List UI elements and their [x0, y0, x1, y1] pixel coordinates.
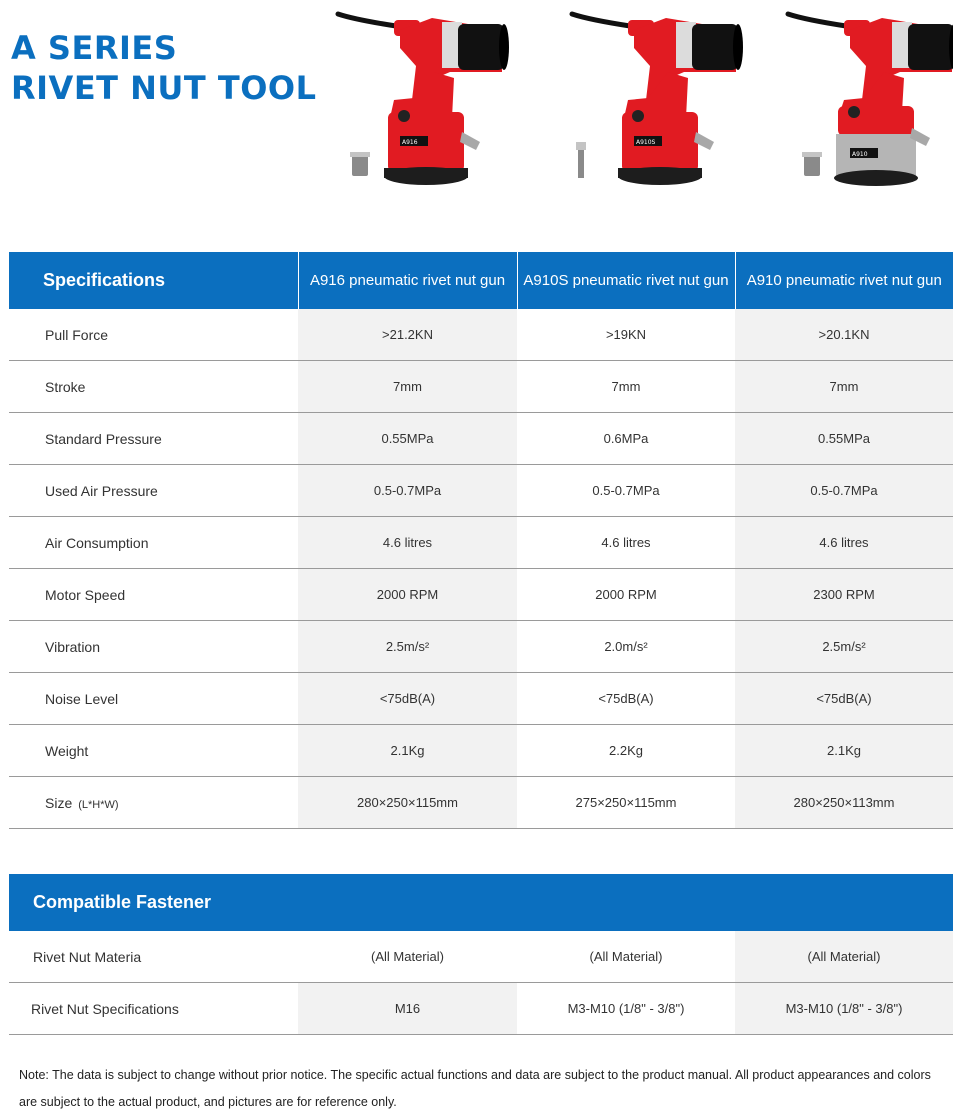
table-cell: 0.5-0.7MPa	[735, 465, 953, 517]
page-title	[11, 28, 317, 108]
row-label: Stroke	[9, 361, 298, 413]
table-cell: 2000 RPM	[517, 569, 735, 621]
table-cell: 2.0m/s²	[517, 621, 735, 673]
table-cell: 2.1Kg	[298, 725, 517, 777]
compatible-fastener-header-row	[9, 874, 953, 931]
table-cell: 0.55MPa	[735, 413, 953, 465]
compatible-fastener-table	[9, 874, 953, 1035]
row-label: Standard Pressure	[9, 413, 298, 465]
title-line-1: A SERIES	[11, 29, 178, 67]
table-row	[9, 361, 953, 413]
table-cell: 2.1Kg	[735, 725, 953, 777]
row-label: Air Consumption	[9, 517, 298, 569]
specifications-table	[9, 252, 953, 829]
table-cell: 2000 RPM	[298, 569, 517, 621]
table-cell: 280×250×113mm	[735, 777, 953, 829]
table-cell: 2300 RPM	[735, 569, 953, 621]
row-label: Pull Force	[9, 309, 298, 361]
disclaimer-note: Note: The data is subject to change without prior notice. The specific actual functions and data are subject to the product manual. All product appearances and colors are subject to the actual product, and pictures are for reference only.	[19, 1068, 931, 1109]
table-cell: 2.2Kg	[517, 725, 735, 777]
table-cell: (All Material)	[298, 931, 517, 983]
table-cell: (All Material)	[735, 931, 953, 983]
table-cell: 7mm	[298, 361, 517, 413]
product-image-a916	[330, 8, 530, 193]
row-label: Vibration	[9, 621, 298, 673]
table-row	[9, 673, 953, 725]
compatible-fastener-header: Compatible Fastener	[9, 874, 953, 931]
table-row	[9, 465, 953, 517]
table-cell: 0.5-0.7MPa	[517, 465, 735, 517]
table-cell: 0.5-0.7MPa	[298, 465, 517, 517]
product-images	[330, 8, 953, 193]
table-row	[9, 777, 953, 829]
table-row	[9, 931, 953, 983]
table-cell: 4.6 litres	[517, 517, 735, 569]
row-label-unit: (L*H*W)	[78, 798, 119, 811]
table-row	[9, 983, 953, 1035]
table-cell: 280×250×115mm	[298, 777, 517, 829]
product-badge: A916	[402, 139, 418, 146]
table-cell: <75dB(A)	[517, 673, 735, 725]
table-row	[9, 517, 953, 569]
table-cell: 7mm	[517, 361, 735, 413]
table-cell: 2.5m/s²	[298, 621, 517, 673]
product-image-a910s	[564, 8, 764, 193]
row-label: Used Air Pressure	[9, 465, 298, 517]
table-cell: M16	[298, 983, 517, 1035]
table-cell: M3-M10 (1/8" - 3/8")	[735, 983, 953, 1035]
title-line-2: RIVET NUT TOOL	[11, 69, 317, 107]
table-row	[9, 413, 953, 465]
table-cell: >20.1KN	[735, 309, 953, 361]
table-row	[9, 725, 953, 777]
column-header: A910 pneumatic rivet nut gun	[735, 252, 953, 309]
column-header: A916 pneumatic rivet nut gun	[298, 252, 517, 309]
table-cell: M3-M10 (1/8" - 3/8")	[517, 983, 735, 1035]
table-cell: (All Material)	[517, 931, 735, 983]
specifications-header-row	[9, 252, 953, 309]
row-label: Motor Speed	[9, 569, 298, 621]
row-label-text: Size	[45, 794, 73, 811]
row-label: Rivet Nut Specifications	[9, 983, 298, 1035]
table-cell: 0.6MPa	[517, 413, 735, 465]
product-image-a910	[780, 8, 953, 193]
table-cell: 275×250×115mm	[517, 777, 735, 829]
table-cell: <75dB(A)	[298, 673, 517, 725]
table-cell: <75dB(A)	[735, 673, 953, 725]
product-badge: A910	[852, 151, 868, 158]
table-row	[9, 569, 953, 621]
table-cell: 4.6 litres	[298, 517, 517, 569]
table-cell: >21.2KN	[298, 309, 517, 361]
table-cell: 7mm	[735, 361, 953, 413]
row-label: Rivet Nut Materia	[9, 931, 298, 983]
row-label: Weight	[9, 725, 298, 777]
row-label	[9, 777, 298, 829]
table-row	[9, 309, 953, 361]
table-cell: 4.6 litres	[735, 517, 953, 569]
table-cell: 0.55MPa	[298, 413, 517, 465]
product-badge: A910S	[636, 139, 656, 146]
table-cell: >19KN	[517, 309, 735, 361]
row-label: Noise Level	[9, 673, 298, 725]
table-row	[9, 621, 953, 673]
table-cell: 2.5m/s²	[735, 621, 953, 673]
specifications-header: Specifications	[9, 252, 298, 309]
column-header: A910S pneumatic rivet nut gun	[517, 252, 735, 309]
